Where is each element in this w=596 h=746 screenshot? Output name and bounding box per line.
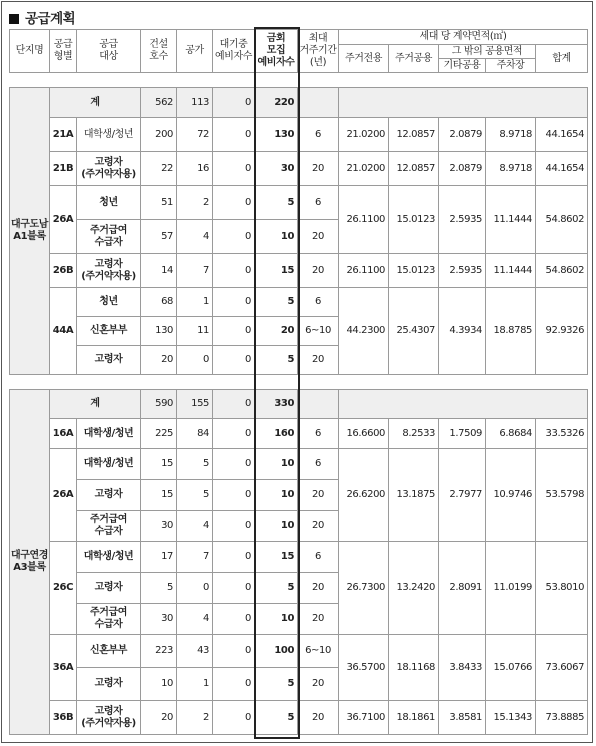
cell: 20: [255, 317, 298, 346]
cell: 53.5798: [536, 449, 588, 542]
target-cell: 주거급여 수급자: [77, 220, 141, 254]
cell: 20: [298, 701, 339, 735]
cell: 0: [177, 573, 213, 604]
type-cell: 21A: [50, 118, 77, 152]
cell: 2.5935: [439, 186, 486, 254]
cell: 0: [213, 573, 255, 604]
target-cell: 주거급여 수급자: [77, 604, 141, 635]
type-cell: 16A: [50, 419, 77, 449]
cell: 36.5700: [339, 635, 389, 701]
cell: 6.8684: [486, 419, 536, 449]
cell: 6: [298, 449, 339, 480]
target-cell: 대학생/청년: [77, 419, 141, 449]
cell: 155: [177, 390, 213, 419]
cell: 15.1343: [486, 701, 536, 735]
total-label: 계: [50, 88, 141, 118]
cell: [298, 390, 339, 419]
cell: 18.1861: [389, 701, 439, 735]
cell: 5: [177, 449, 213, 480]
cell: 0: [213, 118, 255, 152]
cell: [339, 390, 588, 419]
table-row: [10, 118, 588, 152]
target-cell: 대학생/청년: [77, 118, 141, 152]
cell: 6: [298, 419, 339, 449]
target-cell: 신혼부부: [77, 317, 141, 346]
cell: 1.7509: [439, 419, 486, 449]
cell: 7: [177, 542, 213, 573]
section-title: [9, 7, 75, 27]
cell: 130: [255, 118, 298, 152]
target-cell: 고령자: [77, 480, 141, 511]
cell: 223: [141, 635, 177, 668]
cell: 2.0879: [439, 118, 486, 152]
cell: 20: [298, 152, 339, 186]
cell: 22: [141, 152, 177, 186]
table-row: [10, 701, 588, 735]
cell: 54.8602: [536, 254, 588, 288]
cell: 10.9746: [486, 449, 536, 542]
cell: 200: [141, 118, 177, 152]
cell: 20: [298, 346, 339, 375]
square-bullet-icon: [9, 14, 19, 24]
cell: 15: [255, 542, 298, 573]
cell: 10: [255, 480, 298, 511]
cell: 14: [141, 254, 177, 288]
cell: 3.8433: [439, 635, 486, 701]
cell: 6: [298, 186, 339, 220]
cell: 30: [141, 604, 177, 635]
cell: 160: [255, 419, 298, 449]
type-cell: 44A: [50, 288, 77, 375]
cell: 16.6600: [339, 419, 389, 449]
complex-name: 대구도남 A1블록: [10, 88, 50, 375]
cell: 5: [255, 701, 298, 735]
cell: 1: [177, 288, 213, 317]
cell: 10: [255, 604, 298, 635]
target-cell: 대학생/청년: [77, 449, 141, 480]
cell: 1: [177, 668, 213, 701]
cell: 0: [213, 390, 255, 419]
cell: 15.0766: [486, 635, 536, 701]
cell: 2: [177, 186, 213, 220]
cell: 15: [255, 254, 298, 288]
table-row: [10, 186, 588, 220]
col-other: 기타공용: [439, 59, 486, 73]
cell: 13.1875: [389, 449, 439, 542]
cell: 2.5935: [439, 254, 486, 288]
cell: 5: [255, 186, 298, 220]
cell: 220: [255, 88, 298, 118]
cell: 20: [298, 604, 339, 635]
cell: 11: [177, 317, 213, 346]
type-cell: 36A: [50, 635, 77, 701]
cell: 225: [141, 419, 177, 449]
type-cell: 21B: [50, 152, 77, 186]
cell: 92.9326: [536, 288, 588, 375]
cell: 10: [255, 449, 298, 480]
header-table: [9, 29, 588, 73]
cell: 15.0123: [389, 186, 439, 254]
type-cell: 26A: [50, 449, 77, 542]
table-row: [10, 390, 588, 419]
col-area-group: 세대 당 계약면적(㎡): [339, 30, 588, 45]
cell: 73.8885: [536, 701, 588, 735]
cell: 3.8581: [439, 701, 486, 735]
table-row: [10, 449, 588, 480]
cell: 2.0879: [439, 152, 486, 186]
cell: 25.4307: [389, 288, 439, 375]
cell: 44.1654: [536, 152, 588, 186]
cell: 100: [255, 635, 298, 668]
cell: 0: [213, 668, 255, 701]
cell: 57: [141, 220, 177, 254]
cell: 5: [141, 573, 177, 604]
cell: 4: [177, 511, 213, 542]
cell: 590: [141, 390, 177, 419]
cell: 72: [177, 118, 213, 152]
cell: 0: [213, 480, 255, 511]
cell: 0: [213, 604, 255, 635]
cell: 6~10: [298, 317, 339, 346]
cell: 6: [298, 288, 339, 317]
block1-table: [9, 87, 588, 375]
cell: 10: [141, 668, 177, 701]
cell: 73.6067: [536, 635, 588, 701]
table-row: [10, 288, 588, 317]
cell: 26.7300: [339, 542, 389, 635]
target-cell: 주거급여 수급자: [77, 511, 141, 542]
cell: 0: [213, 288, 255, 317]
col-exclusive: 주거전용: [339, 45, 389, 73]
cell: 26.1100: [339, 254, 389, 288]
target-cell: 대학생/청년: [77, 542, 141, 573]
table-row: [10, 254, 588, 288]
cell: 12.0857: [389, 152, 439, 186]
cell: 44.2300: [339, 288, 389, 375]
total-label: 계: [50, 390, 141, 419]
cell: 0: [213, 701, 255, 735]
cell: 15: [141, 449, 177, 480]
cell: 6: [298, 542, 339, 573]
cell: 5: [255, 346, 298, 375]
cell: 7: [177, 254, 213, 288]
cell: 20: [298, 668, 339, 701]
col-waiting: 대기중 예비자수: [213, 30, 255, 73]
cell: 30: [255, 152, 298, 186]
cell: 2.8091: [439, 542, 486, 635]
cell: 6~10: [298, 635, 339, 668]
col-vacant: 공가: [177, 30, 213, 73]
cell: 21.0200: [339, 118, 389, 152]
cell: 30: [141, 511, 177, 542]
cell: 33.5326: [536, 419, 588, 449]
col-type: 공급 형별: [50, 30, 77, 73]
cell: 5: [255, 288, 298, 317]
cell: 11.1444: [486, 186, 536, 254]
cell: 43: [177, 635, 213, 668]
cell: 84: [177, 419, 213, 449]
cell: 20: [298, 511, 339, 542]
col-other-group: 그 밖의 공용면적: [439, 45, 536, 59]
cell: 13.2420: [389, 542, 439, 635]
cell: 5: [255, 668, 298, 701]
cell: 8.9718: [486, 152, 536, 186]
cell: 11.1444: [486, 254, 536, 288]
table-row: [10, 88, 588, 118]
table-row: [10, 152, 588, 186]
cell: 8.9718: [486, 118, 536, 152]
col-target: 공급 대상: [77, 30, 141, 73]
cell: 20: [141, 701, 177, 735]
cell: 20: [298, 573, 339, 604]
cell: 15.0123: [389, 254, 439, 288]
cell: 5: [255, 573, 298, 604]
cell: 26.1100: [339, 186, 389, 254]
section-title-text: 공급계획: [25, 11, 76, 27]
cell: 0: [213, 254, 255, 288]
cell: 10: [255, 220, 298, 254]
target-cell: 고령자 (주거약자용): [77, 254, 141, 288]
type-cell: 26B: [50, 254, 77, 288]
target-cell: 청년: [77, 186, 141, 220]
cell: 26.6200: [339, 449, 389, 542]
cell: 21.0200: [339, 152, 389, 186]
col-total: 합계: [536, 45, 588, 73]
table-row: [10, 635, 588, 668]
cell: 0: [213, 346, 255, 375]
cell: 0: [177, 346, 213, 375]
cell: 8.2533: [389, 419, 439, 449]
cell: 0: [213, 88, 255, 118]
cell: 0: [213, 317, 255, 346]
block2-table: [9, 389, 588, 735]
cell: 10: [255, 511, 298, 542]
col-shared: 주거공용: [389, 45, 439, 73]
cell: 17: [141, 542, 177, 573]
cell: 4: [177, 604, 213, 635]
target-cell: 청년: [77, 288, 141, 317]
cell: 20: [141, 346, 177, 375]
cell: 15: [141, 480, 177, 511]
target-cell: 신혼부부: [77, 635, 141, 668]
cell: [339, 88, 588, 118]
cell: 36.7100: [339, 701, 389, 735]
cell: 0: [213, 419, 255, 449]
cell: 54.8602: [536, 186, 588, 254]
cell: 51: [141, 186, 177, 220]
cell: 330: [255, 390, 298, 419]
cell: [298, 88, 339, 118]
col-recruit: 금회 모집 예비자수: [255, 30, 298, 73]
cell: 562: [141, 88, 177, 118]
cell: 18.8785: [486, 288, 536, 375]
type-cell: 36B: [50, 701, 77, 735]
cell: 20: [298, 220, 339, 254]
cell: 4: [177, 220, 213, 254]
cell: 130: [141, 317, 177, 346]
col-maxyears: 최대 거주기간 (년): [298, 30, 339, 73]
type-cell: 26A: [50, 186, 77, 254]
cell: 11.0199: [486, 542, 536, 635]
cell: 0: [213, 542, 255, 573]
cell: 18.1168: [389, 635, 439, 701]
col-complex: 단지명: [10, 30, 50, 73]
cell: 0: [213, 220, 255, 254]
target-cell: 고령자: [77, 346, 141, 375]
cell: 0: [213, 152, 255, 186]
cell: 20: [298, 480, 339, 511]
cell: 20: [298, 254, 339, 288]
table-row: [10, 419, 588, 449]
cell: 113: [177, 88, 213, 118]
table-row: [10, 542, 588, 573]
cell: 68: [141, 288, 177, 317]
cell: 44.1654: [536, 118, 588, 152]
target-cell: 고령자 (주거약자용): [77, 152, 141, 186]
cell: 0: [213, 186, 255, 220]
complex-name: 대구연경 A3블록: [10, 390, 50, 735]
target-cell: 고령자: [77, 668, 141, 701]
cell: 0: [213, 511, 255, 542]
cell: 4.3934: [439, 288, 486, 375]
cell: 16: [177, 152, 213, 186]
cell: 0: [213, 635, 255, 668]
target-cell: 고령자: [77, 573, 141, 604]
cell: 0: [213, 449, 255, 480]
cell: 5: [177, 480, 213, 511]
cell: 12.0857: [389, 118, 439, 152]
cell: 2.7977: [439, 449, 486, 542]
col-built: 건설 호수: [141, 30, 177, 73]
cell: 53.8010: [536, 542, 588, 635]
cell: 2: [177, 701, 213, 735]
target-cell: 고령자 (주거약자용): [77, 701, 141, 735]
col-parking: 주차장: [486, 59, 536, 73]
type-cell: 26C: [50, 542, 77, 635]
cell: 6: [298, 118, 339, 152]
